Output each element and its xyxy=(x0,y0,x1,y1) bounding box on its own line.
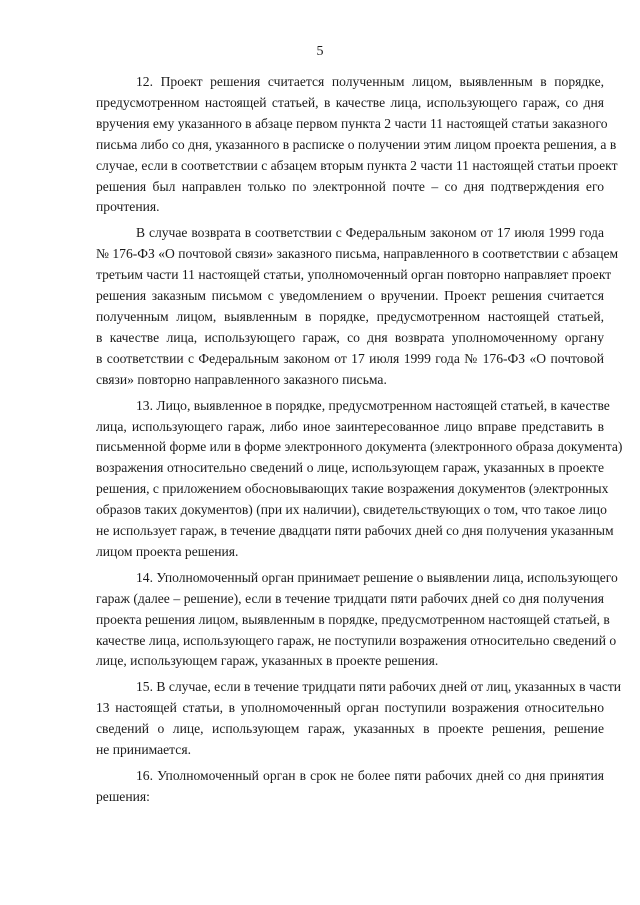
paragraph-line: 13. Лицо, выявленное в порядке, предусмотренном настоящей статьей, в качестве xyxy=(136,397,610,413)
paragraph-line: решения: xyxy=(96,788,150,804)
paragraph-line: письменной форме или в форме электронного документа (электронного образа документа) xyxy=(96,439,623,455)
paragraph-line: 12. Проект решения считается полученным лицом, выявленным в порядке, xyxy=(136,74,604,89)
paragraph-line: 16. Уполномоченный орган в срок не более пяти рабочих дней со дня принятия xyxy=(136,768,604,783)
paragraph-p15 xyxy=(96,677,622,761)
paragraph-line: не принимается. xyxy=(96,742,191,758)
paragraph-line: 13 настоящей статьи, в уполномоченный орган поступили возражения относительно xyxy=(96,700,604,716)
paragraph-line: в качестве лица, использующего гараж, со дня возврата уполномоченному органу xyxy=(96,329,604,345)
paragraph-p12 xyxy=(96,72,618,218)
paragraph-line: В случае возврата в соответствии с Федеральным законом от 17 июля 1999 года xyxy=(136,225,604,241)
paragraph-line: образов таких документов) (при их наличии), свидетельствующих о том, что такое лицо xyxy=(96,502,607,518)
document-body xyxy=(96,72,623,813)
paragraph-line: полученным лицом, выявленным в порядке, предусмотренном настоящей статьей, xyxy=(96,308,604,324)
paragraph-line: 15. В случае, если в течение тридцати пяти рабочих дней от лиц, указанных в части xyxy=(136,679,622,695)
paragraph-line: лице, использующем гараж, указанных в проекте решения. xyxy=(96,653,439,669)
paragraph-line: прочтения. xyxy=(96,199,160,215)
paragraph-line: качестве лица, использующего гараж, не поступили возражения относительно сведений о xyxy=(96,632,617,648)
paragraph-line: случае, если в соответствии с абзацем вторым пункта 2 части 11 настоящей статьи проект xyxy=(96,157,618,173)
paragraph-line: письма либо со дня, указанного в расписке о получении этим лицом проекта решения, а в xyxy=(96,136,617,152)
paragraph-line: 14. Уполномоченный орган принимает решение о выявлении лица, использующего xyxy=(136,569,618,585)
paragraph-line: сведений о лице, использующем гараж, указанных в проекте решения, решение xyxy=(96,721,604,737)
paragraph-line: решения был направлен только по электронной почте – со дня подтверждения его xyxy=(96,178,604,194)
paragraph-line: решения, с приложением обосновывающих такие возражения документов (электронных xyxy=(96,481,609,497)
paragraph-line: не использует гараж, в течение двадцати пяти рабочих дней со дня получения указанным xyxy=(96,523,614,539)
paragraph-line: возражения относительно сведений о лице, использующем гараж, указанных в проекте xyxy=(96,460,604,476)
paragraph-line: в соответствии с Федеральным законом от 17 июля 1999 года № 176-ФЗ «О почтовой xyxy=(96,350,604,366)
paragraph-line: лица, использующего гараж, либо иное заинтересованное лицо вправе представить в xyxy=(96,418,604,434)
paragraph-line: связи» повторно направленного заказного письма. xyxy=(96,371,387,387)
paragraph-p12b xyxy=(96,223,619,390)
paragraph-line: предусмотренном настоящей статьей, в качестве лица, использующего гараж, со дня xyxy=(96,94,604,110)
paragraph-line: гараж (далее – решение), если в течение тридцати пяти рабочих дней со дня получения xyxy=(96,590,604,606)
paragraph-p13 xyxy=(96,396,623,563)
paragraph-line: проекта решения лицом, выявленным в порядке, предусмотренном настоящей статьей, в xyxy=(96,611,610,627)
paragraph-line: № 176-ФЗ «О почтовой связи» заказного письма, направленного в соответствии с абзацем xyxy=(96,246,619,262)
paragraph-p16 xyxy=(96,766,604,808)
paragraph-line: лицом проекта решения. xyxy=(96,543,239,559)
paragraph-p14 xyxy=(96,568,618,673)
paragraph-line: третьим части 11 настоящей статьи, уполномоченный орган повторно направляет проект xyxy=(96,267,612,283)
paragraph-line: решения заказным письмом с уведомлением о вручении. Проект решения считается xyxy=(96,288,604,304)
paragraph-line: вручения ему указанного в абзаце первом пункта 2 части 11 настоящей статьи заказного xyxy=(96,115,608,131)
page-number: 5 xyxy=(316,44,324,59)
